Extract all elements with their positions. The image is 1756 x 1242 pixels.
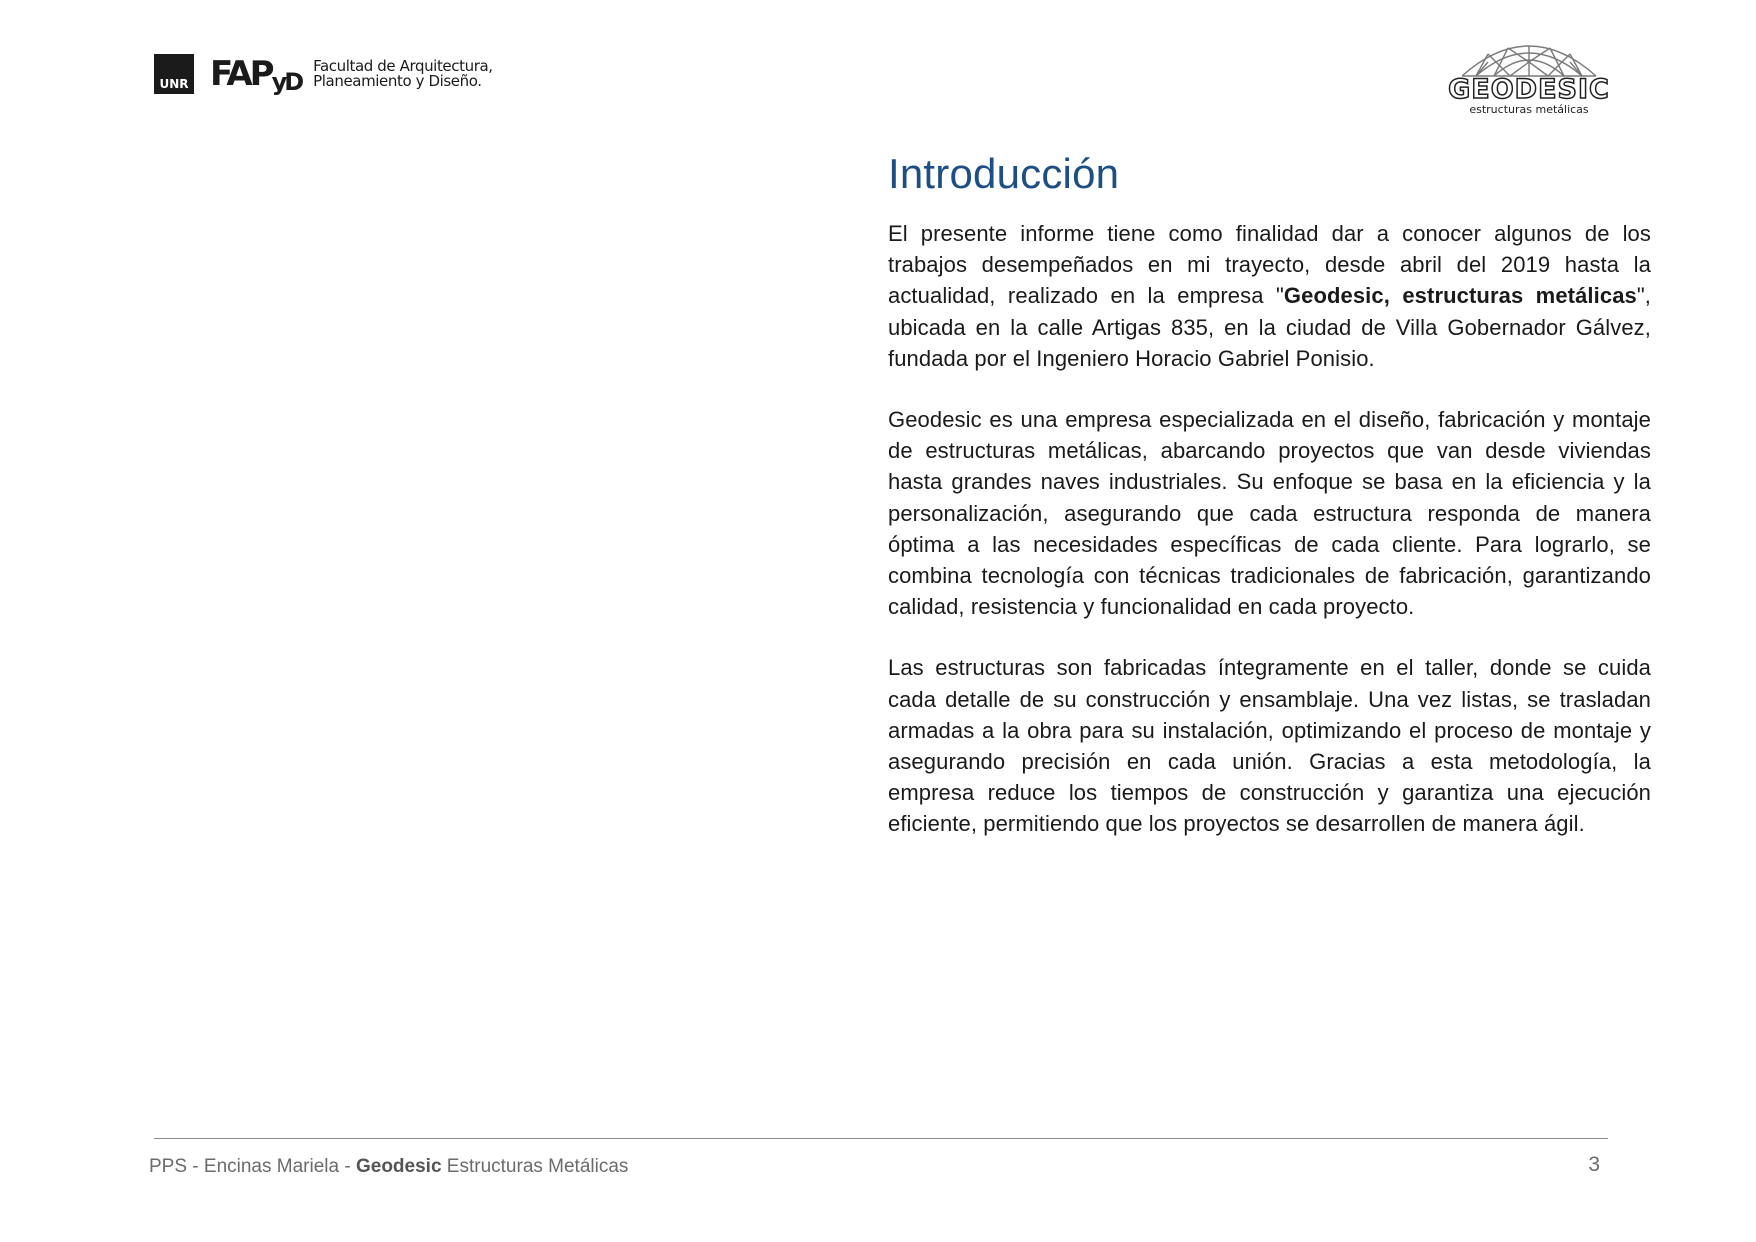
fapyd-wordmark xyxy=(210,54,302,96)
footer-suffix: Estructuras Metálicas xyxy=(441,1156,629,1177)
faculty-name-line1: Facultad de Arquitectura, xyxy=(313,57,493,75)
footer-caption xyxy=(149,1156,628,1178)
paragraph-1 xyxy=(888,218,1651,374)
geodesic-name: GEODESIC xyxy=(1448,74,1610,105)
faculty-name-line2: Planeamiento y Diseño. xyxy=(313,72,482,90)
fapyd-wordmark-main: FAP xyxy=(210,54,272,94)
footer-company-bold: Geodesic xyxy=(355,1156,442,1177)
paragraph-1-end: ", ubicada en la calle Artigas 835, en la ciudad de Villa Gobernador Gálvez, fundada por el Ingeniero Horacio Gabriel Ponisio. xyxy=(888,283,1651,371)
faculty-name xyxy=(313,59,492,89)
footer-divider xyxy=(154,1138,1608,1139)
fapyd-logo xyxy=(154,52,493,96)
geodesic-dome-icon xyxy=(1458,32,1600,78)
page-title: Introducción xyxy=(888,150,1120,197)
page-number: 3 xyxy=(1588,1153,1600,1176)
geodesic-logo xyxy=(1440,32,1618,120)
paragraph-3: Las estructuras son fabricadas íntegramente en el taller, donde se cuida cada detalle de su construcción y ensamblaje. Una vez listas, se trasladan armadas a la obra para su instalación, optimizando el proceso de montaje y asegurando precisión en cada unión. Gracias a esta metodología, la empresa reduce los tiempos de construcción y garantiza una ejecución eficiente, permitiendo que los proyectos se desarrollen de manera ágil. xyxy=(888,655,1651,837)
fapyd-wordmark-yd: yD xyxy=(271,68,302,96)
company-name-bold: Geodesic, estructuras metálicas xyxy=(1283,283,1637,309)
paragraph-2: Geodesic es una empresa especializada en el diseño, fabricación y montaje de estructuras metálicas, abarcando proyectos que van desde viviendas hasta grandes naves industriales. Su enfoque se basa en la eficiencia y la personalización, asegurando que cada estructura responda de manera óptima a las necesidades específicas de cada cliente. Para lograrlo, se combina tecnología con técnicas tradicionales de fabricación, garantizando calidad, resistencia y funcionalidad en cada proyecto. xyxy=(888,407,1651,620)
footer-prefix: PPS - Encinas Mariela - xyxy=(149,1156,356,1177)
paragraph-1-start: El presente informe tiene como finalidad dar a conocer algunos de los trabajos desempeñados en mi trayecto, desde abril del 2019 hasta la actualidad, realizado en la empresa " xyxy=(888,221,1651,309)
geodesic-tagline: estructuras metálicas xyxy=(1469,103,1589,116)
main-content xyxy=(888,148,1651,870)
unr-logo-box: UNR xyxy=(154,54,194,94)
